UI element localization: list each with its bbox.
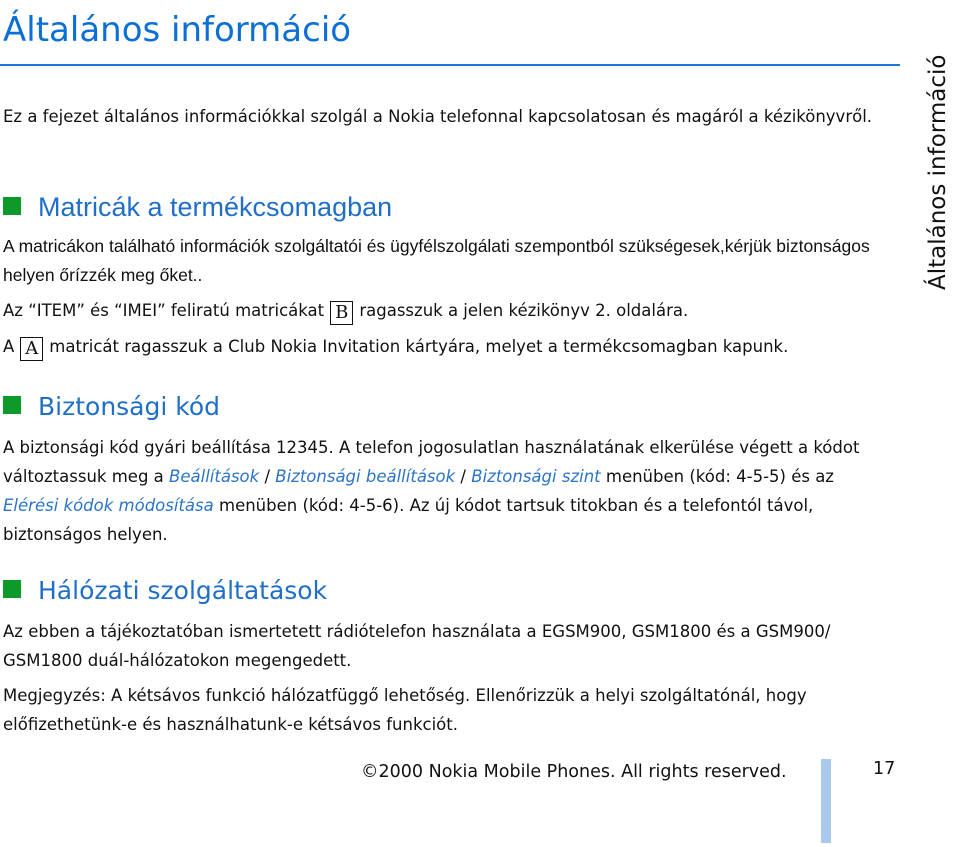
section-heading-network: [3, 576, 327, 605]
security-paragraph: [3, 433, 893, 549]
page-number: 17: [873, 759, 896, 779]
square-bullet-icon: [3, 580, 21, 598]
page-title: Általános információ: [3, 10, 352, 50]
section-title-security: Biztonsági kód: [38, 392, 221, 421]
square-bullet-icon: [3, 396, 21, 414]
stickers-line-b-before: Az “ITEM” és “IMEI” feliratú matricákat: [3, 301, 325, 320]
side-tab-label: Általános információ: [925, 54, 951, 290]
section-heading-stickers: [3, 192, 392, 223]
sticker-a-box: A: [20, 337, 43, 361]
stickers-line-a-after: matricát ragasszuk a Club Nokia Invitation kártyára, melyet a termékcsomagban kapunk.: [49, 337, 789, 356]
security-text-2: menüben (kód: 4-5-5) és az: [605, 467, 834, 486]
network-paragraph-1: Az ebben a tájékoztatóban ismertetett rádiótelefon használata a EGSM900, GSM1800 és a GSM900/ GSM1800 duál-hálózatokon megengedett.: [3, 622, 831, 670]
title-divider: [0, 64, 900, 66]
footer-copyright: ©2000 Nokia Mobile Phones. All rights reserved.: [361, 762, 787, 782]
section-title-stickers: Matricák a termékcsomagban: [38, 192, 393, 222]
security-text-1: A biztonsági kód gyári beállítása 12345. A telefon jogosulatlan használatának elkerülése végett a kódot változtassuk meg a: [3, 438, 860, 486]
menu-link-security-settings[interactable]: Biztonsági beállítások: [275, 467, 456, 486]
network-paragraph-2: Megjegyzés: A kétsávos funkció hálózatfüggő lehetőség. Ellenőrizzük a helyi szolgáltatónál, hogy előfizethetünk-e és használhatunk-e kétsávos funkciót.: [3, 686, 807, 734]
sticker-b-box: B: [330, 301, 353, 325]
menu-link-change-access-codes[interactable]: Elérési kódok módosítása: [3, 496, 214, 515]
menu-separator: /: [455, 467, 472, 486]
stickers-line-a-before: A: [3, 337, 15, 356]
menu-separator: /: [259, 467, 276, 486]
section-title-network: Hálózati szolgáltatások: [38, 576, 328, 605]
intro-paragraph: Ez a fejezet általános információkkal szolgál a Nokia telefonnal kapcsolatosan és magáról a kézikönyvről.: [3, 107, 873, 126]
stickers-paragraph: A matricákon található információk szolgáltatói és ügyfélszolgálati szempontból szükségesek,kérjük biztonságos helyen őrízzék meg őket..: [3, 236, 870, 285]
section-heading-security: [3, 392, 220, 421]
stickers-line-a: [3, 332, 893, 361]
stickers-line-b: [3, 296, 893, 325]
stickers-line-b-after: ragasszuk a jelen kézikönyv 2. oldalára.: [359, 301, 689, 320]
menu-link-security-level[interactable]: Biztonsági szint: [471, 467, 601, 486]
security-text-3: menüben (kód: 4-5-6). Az új kódot tartsuk titokban és a telefontól távol, biztonságos helyen.: [3, 496, 814, 544]
footer-bar: [821, 759, 831, 843]
square-bullet-icon: [3, 197, 21, 215]
menu-link-settings[interactable]: Beállítások: [169, 467, 260, 486]
